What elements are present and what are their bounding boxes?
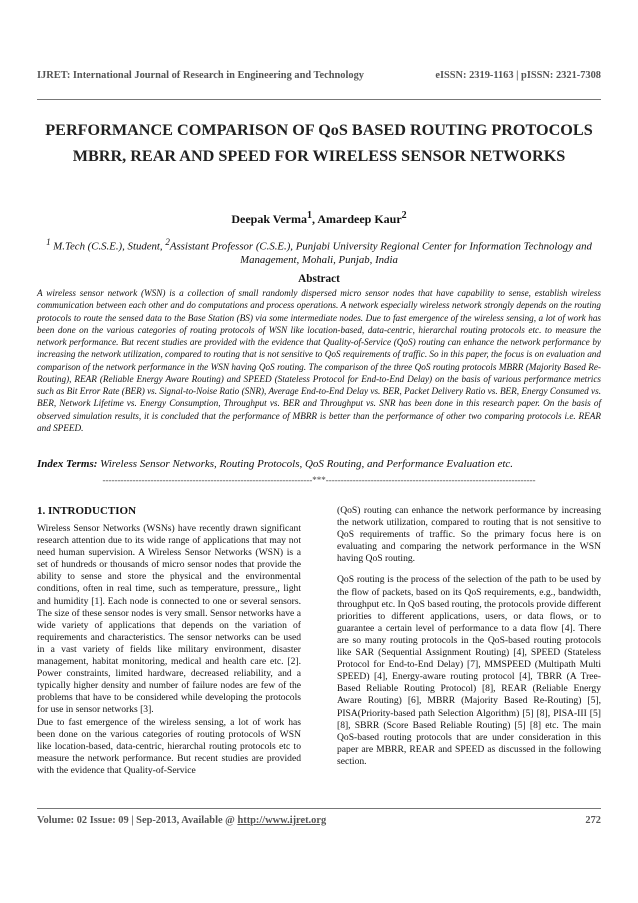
- index-terms-text: Wireless Sensor Networks, Routing Protocols, QoS Routing, and Performance Evaluation etc.: [97, 458, 514, 470]
- index-terms: [37, 458, 601, 470]
- journal-name: IJRET: International Journal of Research in Engineering and Technology: [37, 70, 364, 81]
- author-2: Amardeep Kaur: [317, 212, 402, 226]
- paragraph-gap: [337, 565, 601, 574]
- abstract-heading: Abstract: [298, 273, 340, 285]
- page-number: 272: [585, 815, 601, 826]
- section-heading: 1. INTRODUCTION: [37, 505, 137, 517]
- author-2-sup: 2: [401, 210, 407, 221]
- affil-text-1: M.Tech (C.S.E.), Student,: [50, 240, 166, 253]
- running-footer: [37, 815, 601, 826]
- footer-volume: [37, 815, 326, 826]
- index-terms-label: Index Terms:: [37, 458, 98, 470]
- journal-link[interactable]: http://www.ijret.org: [237, 815, 327, 826]
- affil-text-2: Assistant Professor (C.S.E.), Punjabi University Regional Center for Information Technology and Management, Mohali, Punjab, India: [169, 240, 592, 267]
- intro-paragraph-3: (QoS) routing can enhance the network performance by increasing the network utilization, compared to routing that is not sensitive to QoS requirements of traffic. So the primary focus here is on evaluating and comparing the network performance in the WSN having QoS routing.: [337, 505, 601, 565]
- authors: [37, 210, 601, 227]
- left-column: [37, 505, 301, 777]
- issn: eISSN: 2319-1163 | pISSN: 2321-7308: [435, 70, 601, 81]
- footer-rule: [37, 808, 601, 809]
- intro-paragraph-2: Due to fast emergence of the wireless sensing, a lot of work has been done on the various categories of routing protocols of WSN like location-based, data-centric, hierarchal routing protocols etc to measure the network performance. But recent studies are provided with the evidence that Quality-of-Service: [37, 716, 301, 776]
- affil-sup-1: 1: [46, 237, 51, 247]
- author-separator: ,: [312, 212, 318, 226]
- affil-sup-2: 2: [165, 237, 170, 247]
- paper-title: PERFORMANCE COMPARISON OF QoS BASED ROUTING PROTOCOLS MBRR, REAR AND SPEED FOR WIRELESS SENSOR NETWORKS: [45, 121, 593, 165]
- author-1-sup: 1: [307, 210, 312, 221]
- author-1: Deepak Verma: [231, 212, 307, 226]
- intro-paragraph-4: QoS routing is the process of the selection of the path to be used by the flow of packets, based on its QoS requirements, e.g., bandwidth, throughput etc. In QoS based routing, the protocols provide different priorities to different applications, users, or data flows, or to guarantee a certain level of performance to a data flow [4]. There are so many routing protocols in the QoS-based routing protocols like SAR (Sequential Assignment Routing) [4], SPEED (Stateless Protocol for End-to-End Delay) [7], MMSPEED (Multipath Multi SPEED) [4], Energy-aware routing protocol [4], TBRR (A Tree-Based Reliable Routing Protocol) [8], REAR (Reliable Energy Aware Routing) [6], MBRR (Majority Based Re-Routing) [5], PISA(Priority-based path Selection Algorithm) [5] [8], PISA-III [5] [8], SBRR (Score Based Reliable Routing) [5] [8] etc. The main QoS-based routing protocols that are under consideration in this paper are MBRR, REAR and SPEED as discussed in the following section.: [337, 574, 601, 767]
- header-rule: [37, 99, 601, 100]
- intro-paragraph-1: Wireless Sensor Networks (WSNs) have recently drawn significant research attention due to its wide range of applications that may not need human supervision. A Wireless Sensor Networks (WSN) is a set of hundreds or thousands of micro sensor nodes that provide the ability to sense and store the physical and the environmental conditions, often in real time, such as temperature, pressure,, light and humidity [1]. Each node is connected to one or several sensors. The size of these sensor nodes is very small. Sensor networks have a wide variety of applications that depends on the variation of requirements and characteristics. The sensor networks can be used in a vast variety of fields like military environment, disaster management, habitat monitoring, medical and health care etc. [2]. Power constraints, limited hardware, decreased reliability, and a typically higher density and number of failure nodes are few of the problems that have to be considered while developing the protocols for use in sensor networks [3].: [37, 523, 301, 716]
- section-separator: ----------------------------------------------------------------------***----------------------------------------------------------------------: [102, 475, 536, 485]
- footer-volume-text: Volume: 02 Issue: 09 | Sep-2013, Available @: [37, 815, 238, 826]
- right-column: [337, 505, 601, 768]
- running-header: [37, 70, 601, 81]
- abstract-text: A wireless sensor network (WSN) is a collection of small randomly dispersed micro sensor nodes that have capability to sense, establish wireless communication between each other and do computations and process operations. A network especially wireless network strongly depends on the routing protocols to route the sensed data to the Base Station (BS) via some intermediate nodes. Due to fast emergence of the wireless sensing, a lot of work has been done on the various categories of routing protocols of WSN like location-based, data-centric, hierarchal routing protocols etc. to measure the network performance. But recent studies are provided with the evidence that Quality-of-Service (QoS) routing can enhance the network performance by increasing the network utilization, compared to routing that is not sensitive to QoS requirements of traffic. So in this paper, the focus is on evaluation and comparison of the network performance in the WSN having QoS routing. The comparison of the three QoS routing protocols MBRR (Majority Based Re-Routing), REAR (Reliable Energy Aware Routing) and SPEED (Stateless Protocol for End-to-End Delay) on the basis of various performance metrics such as Bit Error Rate (BER) vs. Signal-to-Noise Ratio (SNR), Average End-to-End Delay vs. BER, Packet Delivery Ratio vs. BER, Energy Consumed vs. BER, Network Lifetime vs. Energy Consumption, Throughput vs. BER and Throughput vs. SNR has been done in this research paper. On the basis of observed simulation results, it is concluded that the performance of MBRR is better than the performance of other two comparing protocols i.e. REAR and SPEED.: [37, 288, 601, 433]
- affiliation: [37, 236, 601, 268]
